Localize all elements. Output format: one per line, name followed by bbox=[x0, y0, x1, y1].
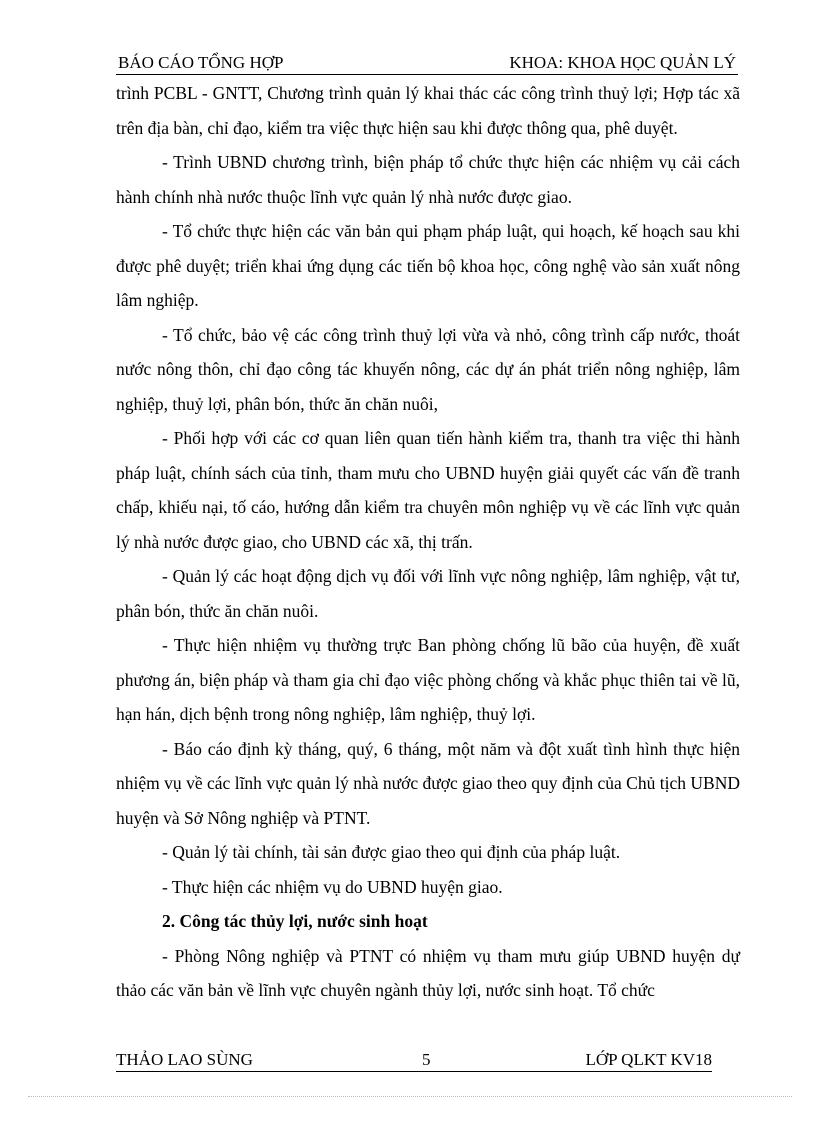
document-body bbox=[116, 76, 740, 1008]
section-heading: 2. Công tác thủy lợi, nước sinh hoạt bbox=[162, 911, 428, 931]
paragraph: - Thực hiện các nhiệm vụ do UBND huyện giao. bbox=[162, 876, 503, 897]
paragraph: - Trình UBND chương trình, biện pháp tổ chức thực hiện các nhiệm vụ cải cách hành chính nhà nước thuộc lĩnh vực quản lý nhà nước được giao. bbox=[116, 152, 740, 207]
page-boundary-divider bbox=[28, 1096, 792, 1097]
paragraph: - Thực hiện nhiệm vụ thường trực Ban phòng chống lũ bão của huyện, đề xuất phương án, biện pháp và tham gia chỉ đạo việc phòng chống và khắc phục thiên tai về lũ, hạn hán, dịch bệnh trong nông nghiệp, lâm nghiệp, thuỷ lợi. bbox=[116, 635, 740, 724]
author-name: THẢO LAO SÙNG bbox=[116, 1050, 253, 1069]
page-header bbox=[116, 52, 738, 75]
paragraph: - Phòng Nông nghiệp và PTNT có nhiệm vụ tham mưu giúp UBND huyện dự thảo các văn bản về lĩnh vực chuyên ngành thủy lợi, nước sinh hoạt. Tổ chức bbox=[116, 945, 740, 1000]
paragraph: - Quản lý các hoạt động dịch vụ đối với lĩnh vực nông nghiệp, lâm nghiệp, vật tư, phân bón, thức ăn chăn nuôi. bbox=[116, 566, 740, 621]
page-number: 5 bbox=[422, 1050, 431, 1069]
paragraph: - Tổ chức, bảo vệ các công trình thuỷ lợi vừa và nhỏ, công trình cấp nước, thoát nước nông thôn, chỉ đạo công tác khuyến nông, các dự án phát triển nông nghiệp, lâm nghiệp, thuỷ lợi, phân bón, thức ăn chăn nuôi, bbox=[116, 324, 740, 414]
page-footer bbox=[116, 1049, 712, 1072]
paragraph: - Phối hợp với các cơ quan liên quan tiến hành kiểm tra, thanh tra việc thi hành pháp luật, chính sách của tỉnh, tham mưu cho UBND huyện giải quyết các vấn đề tranh chấp, khiếu nại, tố cáo, hướng dẫn kiểm tra chuyên môn nghiệp vụ về các lĩnh vực quản lý nhà nước được giao, cho UBND các xã, thị trấn. bbox=[116, 428, 740, 552]
class-name: LỚP QLKT KV18 bbox=[585, 1050, 712, 1069]
paragraph: - Quản lý tài chính, tài sản được giao theo qui định của pháp luật. bbox=[162, 842, 621, 862]
paragraph-continuation: trình PCBL - GNTT, Chương trình quản lý khai thác các công trình thuỷ lợi; Hợp tác xã trên địa bàn, chỉ đạo, kiểm tra việc thực hiện sau khi được thông qua, phê duyệt. bbox=[116, 83, 740, 138]
report-title: BÁO CÁO TỔNG HỢP bbox=[118, 53, 284, 72]
paragraph: - Tổ chức thực hiện các văn bản qui phạm pháp luật, qui hoạch, kế hoạch sau khi được phê duyệt; triển khai ứng dụng các tiến bộ khoa học, công nghệ vào sản xuất nông lâm nghiệp. bbox=[116, 221, 740, 310]
faculty-name: KHOA: KHOA HỌC QUẢN LÝ bbox=[509, 53, 736, 72]
paragraph: - Báo cáo định kỳ tháng, quý, 6 tháng, một năm và đột xuất tình hình thực hiện nhiệm vụ về các lĩnh vực quản lý nhà nước được giao theo quy định của Chủ tịch UBND huyện và Sở Nông nghiệp và PTNT. bbox=[116, 738, 740, 828]
